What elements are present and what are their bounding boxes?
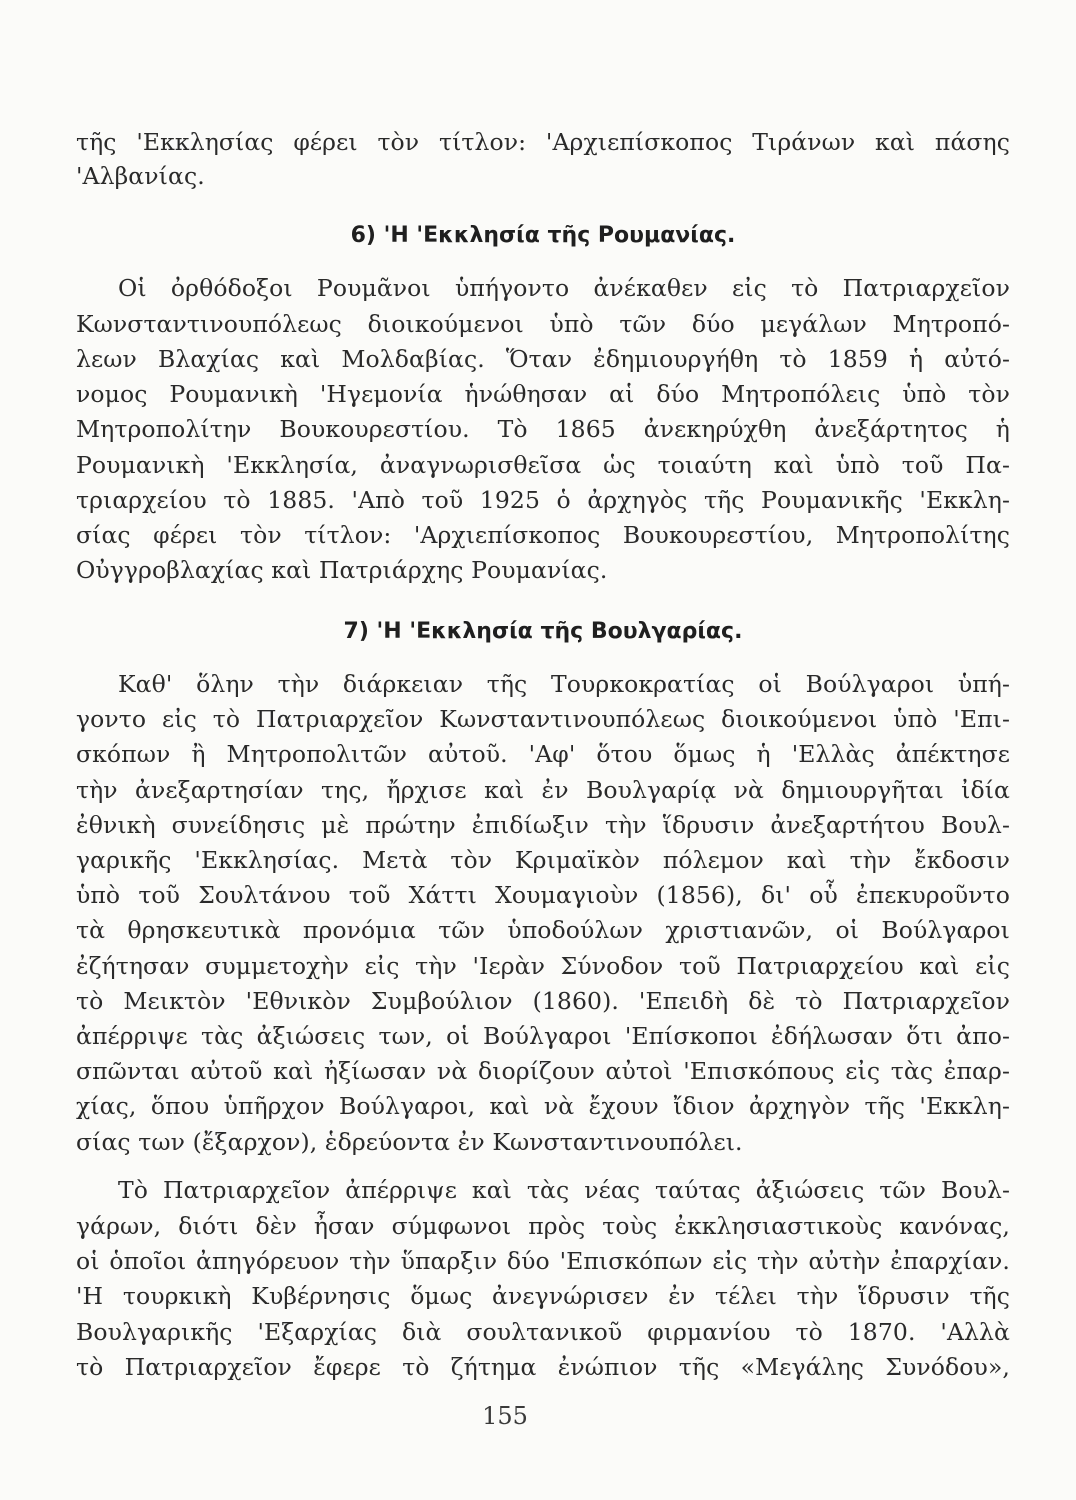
text-line: Καθ' ὅλην τὴν διάρκειαν τῆς Τουρκοκρατίας οἱ Βούλγαροι ὑπή- <box>118 670 1010 698</box>
text-line: Οὐγγροβλαχίας καὶ Πατριάρχης Ρουμανίας. <box>76 556 608 584</box>
text-line: τῆς 'Εκκλησίας φέρει τὸν τίτλον: 'Αρχιεπίσκοπος Τιράνων καὶ πάσης <box>76 128 1010 156</box>
text-line: χίας, ὅπου ὑπῆρχον Βούλγαροι, καὶ νὰ ἔχουν ἴδιον ἀρχηγὸν τῆς 'Εκκλη- <box>76 1092 1010 1120</box>
text-line: τριαρχείου τὸ 1885. 'Απὸ τοῦ 1925 ὁ ἀρχηγὸς τῆς Ρουμανικῆς 'Εκκλη- <box>76 486 1010 514</box>
text-line: Ρουμανικὴ 'Εκκλησία, ἀναγνωρισθεῖσα ὡς τοιαύτη καὶ ὑπὸ τοῦ Πα- <box>76 451 1010 479</box>
text-line: σίας των (ἔξαρχον), ἑδρεύοντα ἐν Κωνσταντινουπόλει. <box>76 1128 743 1156</box>
section-heading-6: 6) 'Η 'Εκκλησία τῆς Ρουμανίας. <box>350 223 736 248</box>
text-line: τὸ Πατριαρχεῖον ἔφερε τὸ ζήτημα ἐνώπιον τῆς «Μεγάλης Συνόδου», <box>76 1353 1010 1381</box>
text-line: Τὸ Πατριαρχεῖον ἀπέρριψε καὶ τὰς νέας ταύτας ἀξιώσεις τῶν Βουλ- <box>118 1176 1010 1204</box>
text-line: ὑπὸ τοῦ Σουλτάνου τοῦ Χάττι Χουμαγιοὺν (1856), δι' οὗ ἐπεκυροῦντο <box>76 881 1010 909</box>
text-line: γοντο εἰς τὸ Πατριαρχεῖον Κωνσταντινουπόλεως διοικούμενοι ὑπὸ 'Επι- <box>76 705 1010 733</box>
text-line: γαρικῆς 'Εκκλησίας. Μετὰ τὸν Κριμαϊκὸν πόλεμον καὶ τὴν ἔκδοσιν <box>76 846 1010 874</box>
text-line: Κωνσταντινουπόλεως διοικούμενοι ὑπὸ τῶν δύο μεγάλων Μητροπό- <box>76 310 1010 338</box>
text-line: ἐζήτησαν συμμετοχὴν εἰς τὴν 'Ιερὰν Σύνοδον τοῦ Πατριαρχείου καὶ εἰς <box>76 952 1010 980</box>
section-heading-7: 7) 'Η 'Εκκλησία τῆς Βουλγαρίας. <box>343 619 743 644</box>
text-line: 'Αλβανίας. <box>76 162 205 190</box>
text-line: 'Η τουρκικὴ Κυβέρνησις ὅμως ἀνεγνώρισεν ἐν τέλει τὴν ἵδρυσιν τῆς <box>76 1282 1010 1310</box>
text-line: ἐθνικὴ συνείδησις μὲ πρώτην ἐπιδίωξιν τὴν ἵδρυσιν ἀνεξαρτήτου Βουλ- <box>76 811 1010 839</box>
text-line: τὴν ἀνεξαρτησίαν της, ἤρχισε καὶ ἐν Βουλγαρίᾳ νὰ δημιουργῆται ἰδία <box>76 776 1010 804</box>
text-line: σκόπων ἢ Μητροπολιτῶν αὐτοῦ. 'Αφ' ὅτου ὅμως ἡ 'Ελλὰς ἀπέκτησε <box>76 740 1010 768</box>
text-line: λεων Βλαχίας καὶ Μολδαβίας. Ὅταν ἐδημιουργήθη τὸ 1859 ἡ αὐτό- <box>76 345 1010 373</box>
text-line: σπῶνται αὐτοῦ καὶ ἠξίωσαν νὰ διορίζουν αὐτοὶ 'Επισκόπους εἰς τὰς ἐπαρ- <box>76 1057 1010 1085</box>
text-line: σίας φέρει τὸν τίτλον: 'Αρχιεπίσκοπος Βουκουρεστίου, Μητροπολίτης <box>76 521 1010 549</box>
text-line: νομος Ρουμανικὴ 'Ηγεμονία ἡνώθησαν αἱ δύο Μητροπόλεις ὑπὸ τὸν <box>76 380 1010 408</box>
text-line: ἀπέρριψε τὰς ἀξιώσεις των, οἱ Βούλγαροι 'Επίσκοποι ἐδήλωσαν ὅτι ἀπο- <box>76 1022 1010 1050</box>
text-line: οἱ ὁποῖοι ἀπηγόρευον τὴν ὕπαρξιν δύο 'Επισκόπων εἰς τὴν αὐτὴν ἐπαρχίαν. <box>76 1247 1010 1275</box>
text-line: Μητροπολίτην Βουκουρεστίου. Τὸ 1865 ἀνεκηρύχθη ἀνεξάρτητος ἡ <box>76 415 1010 443</box>
text-line: τὰ θρησκευτικὰ προνόμια τῶν ὑποδούλων χριστιανῶν, οἱ Βούλγαροι <box>76 916 1010 944</box>
text-line: Οἱ ὀρθόδοξοι Ρουμᾶνοι ὑπήγοντο ἀνέκαθεν εἰς τὸ Πατριαρχεῖον <box>118 274 1010 302</box>
text-line: τὸ Μεικτὸν 'Εθνικὸν Συμβούλιον (1860). 'Επειδὴ δὲ τὸ Πατριαρχεῖον <box>76 987 1010 1015</box>
text-line: Βουλγαρικῆς 'Εξαρχίας διὰ σουλτανικοῦ φιρμανίου τὸ 1870. 'Αλλὰ <box>76 1318 1010 1346</box>
page-number: 155 <box>482 1402 528 1430</box>
text-line: γάρων, διότι δὲν ἦσαν σύμφωνοι πρὸς τοὺς ἐκκλησιαστικοὺς κανόνας, <box>76 1212 1010 1240</box>
